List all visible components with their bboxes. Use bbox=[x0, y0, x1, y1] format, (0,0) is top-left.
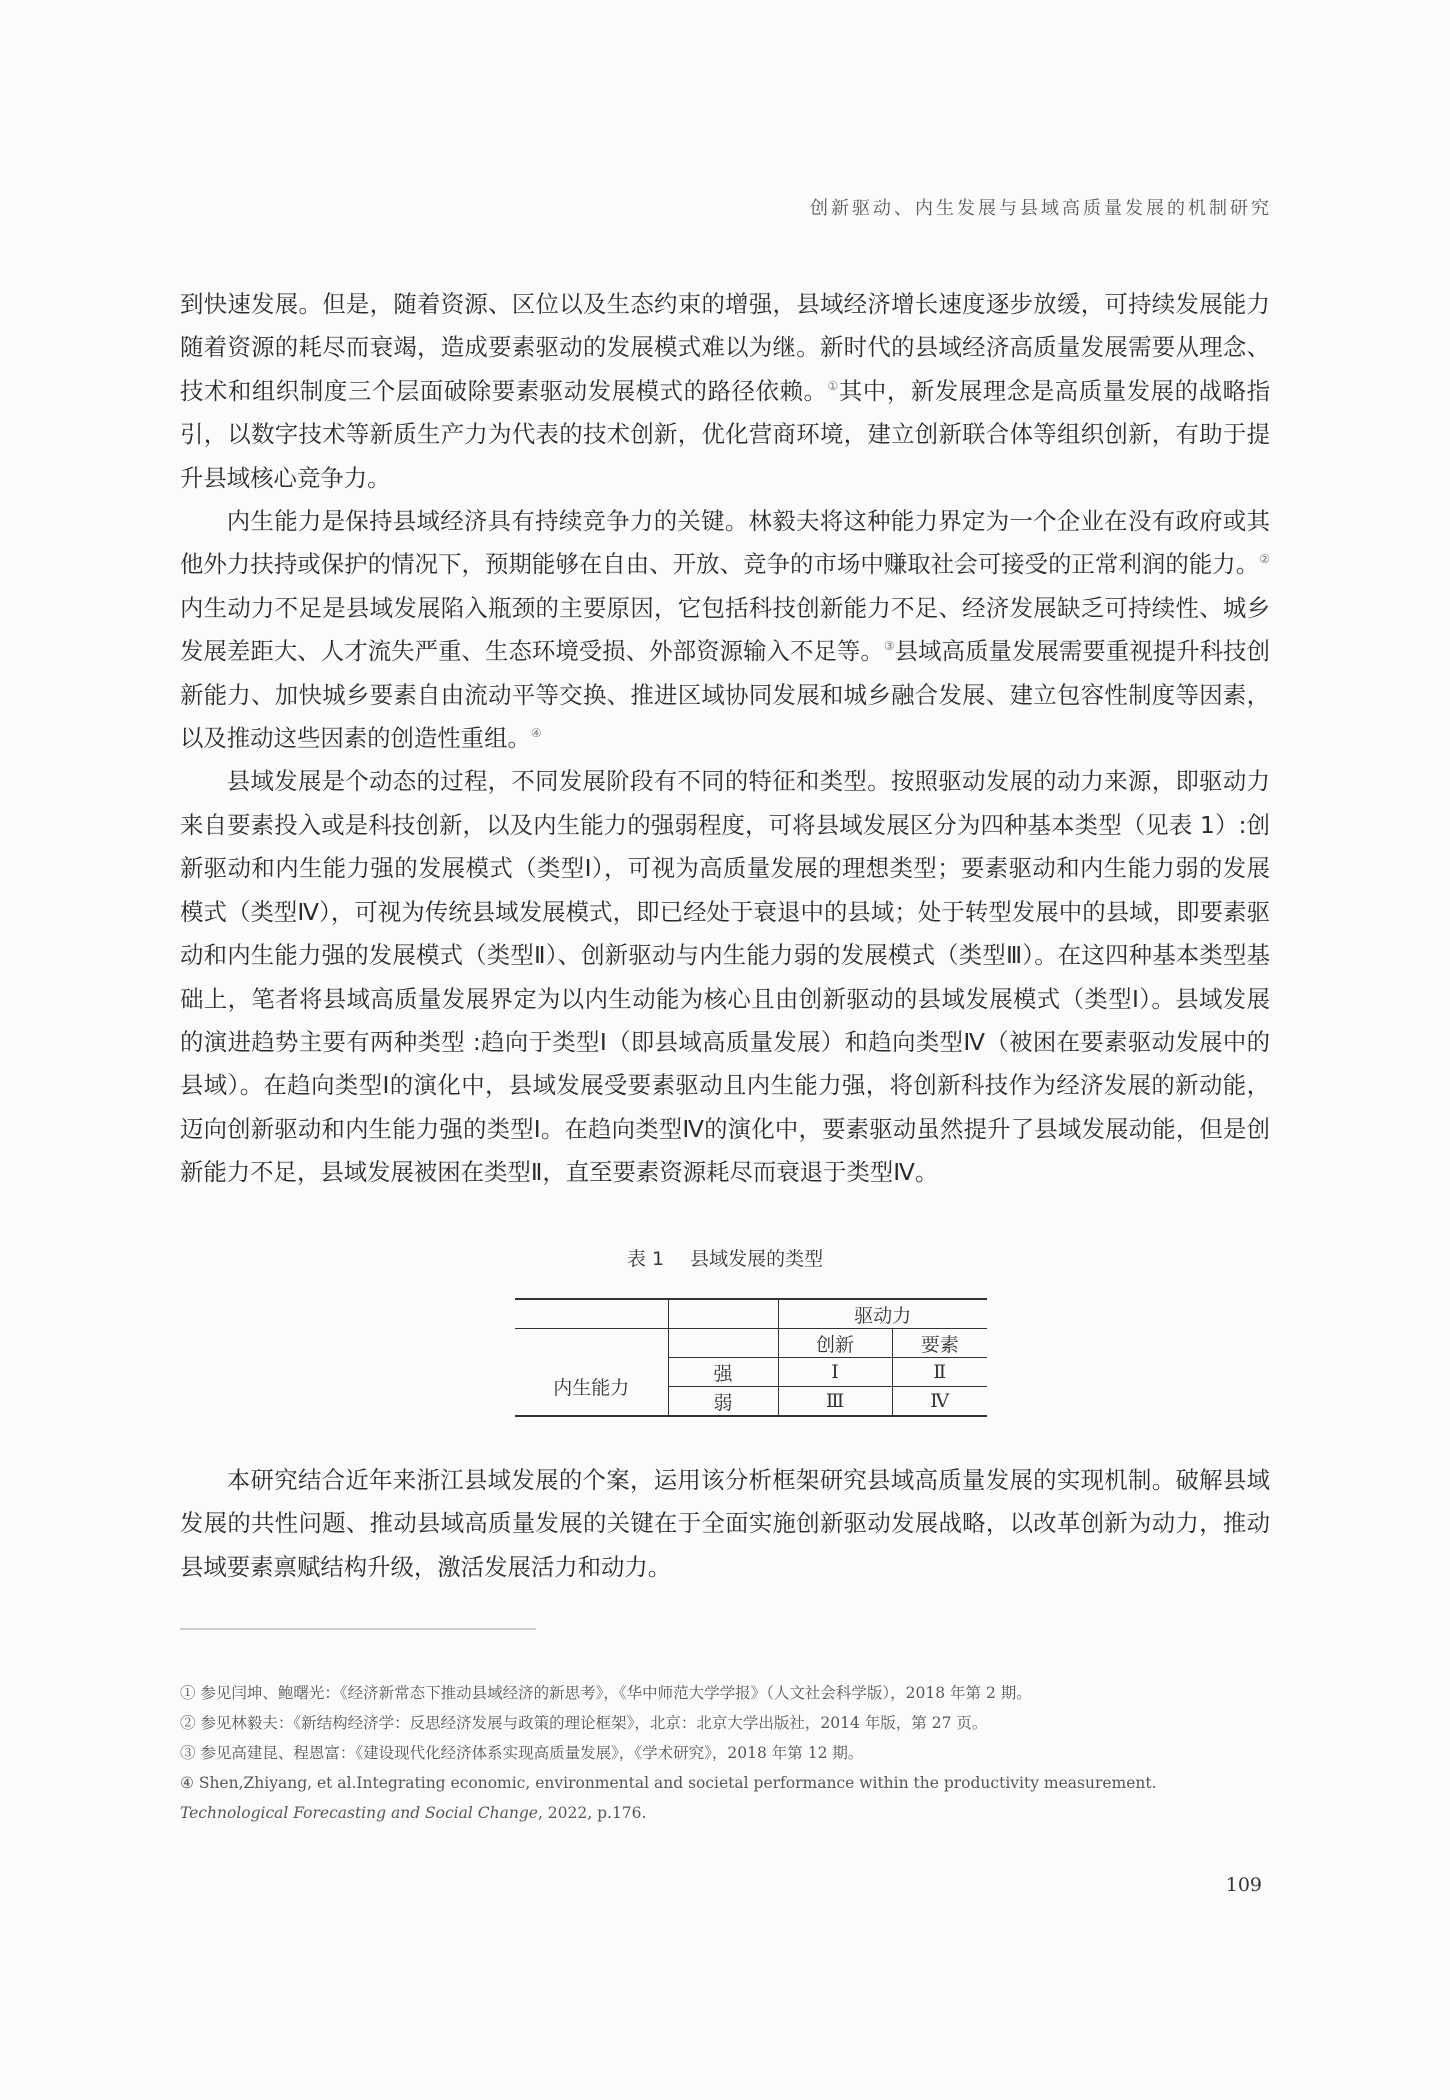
paragraph-text: 内生能力是保持县域经济具有持续竞争力的关键。林毅夫将这种能力界定为一个企业在没有政府或其他外力扶持或保护的情况下，预期能够在自由、开放、竞争的市场中赚取社会可接受的正常利润的能力。 bbox=[180, 507, 1270, 579]
table-corner bbox=[668, 1299, 778, 1329]
cell-type-2: Ⅱ bbox=[892, 1358, 987, 1387]
paragraph-1 bbox=[180, 283, 1270, 500]
closing-text bbox=[180, 1459, 1270, 1589]
footnote-3: ③ 参见高建昆、程恩富：《建设现代化经济体系实现高质量发展》，《学术研究》，2018 年第 12 期。 bbox=[180, 1744, 864, 1762]
table-caption bbox=[0, 1244, 1450, 1271]
col-header-innovation: 创新 bbox=[778, 1329, 892, 1358]
row-header-weak: 弱 bbox=[668, 1387, 778, 1417]
running-head: 创新驱动、内生发展与县域高质量发展的机制研究 bbox=[810, 198, 1272, 219]
footnote-1: ① 参见闫坤、鲍曙光：《经济新常态下推动县域经济的新思考》，《华中师范大学学报》（人文社会科学版），2018 年第 2 期。 bbox=[180, 1684, 1032, 1702]
footnotes bbox=[180, 1678, 1270, 1828]
journal-title: Technological Forecasting and Social Change bbox=[180, 1804, 538, 1822]
paragraph-3: 县域发展是个动态的过程，不同发展阶段有不同的特征和类型。按照驱动发展的动力来源，即驱动力来自要素投入或是科技创新，以及内生能力的强弱程度，可将县域发展区分为四种基本类型（见表 1）:创新驱动和内生能力强的发展模式（类型Ⅰ），可视为高质量发展的理想类型；要素驱动和内生能力弱的发展模式（类型Ⅳ），可视为传统县域发展模式，即已经处于衰退中的县域；处于转型发展中的县域，即要素驱动和内生能力强的发展模式（类型Ⅱ）、创新驱动与内生能力弱的发展模式（类型Ⅲ）。在这四种基本类型基础上，笔者将县域高质量发展界定为以内生动能为核心且由创新驱动的县域发展模式（类型Ⅰ）。县域发展的演进趋势主要有两种类型 :趋向于类型Ⅰ（即县域高质量发展）和趋向类型Ⅳ（被困在要素驱动发展中的县域）。在趋向类型Ⅰ的演化中，县域发展受要素驱动且内生能力强，将创新科技作为经济发展的新动能，迈向创新驱动和内生能力强的类型Ⅰ。在趋向类型Ⅳ的演化中，要素驱动虽然提升了县域发展动能，但是创新能力不足，县域发展被困在类型Ⅱ，直至要素资源耗尽而衰退于类型Ⅳ。 bbox=[180, 767, 1270, 1187]
body-text bbox=[180, 283, 1270, 1195]
journal-citation: , 2022, p.176. bbox=[537, 1804, 647, 1822]
table-corner bbox=[515, 1329, 668, 1358]
col-header-factor: 要素 bbox=[892, 1329, 987, 1358]
paragraph-2 bbox=[180, 500, 1270, 760]
footnote-ref-1[interactable]: ① bbox=[827, 379, 839, 394]
col-group-header: 驱动力 bbox=[778, 1299, 987, 1329]
paragraph-4: 本研究结合近年来浙江县域发展的个案，运用该分析框架研究县域高质量发展的实现机制。破解县域发展的共性问题、推动县域高质量发展的关键在于全面实施创新驱动发展战略，以改革创新为动力，推动县域要素禀赋结构升级，激活发展活力和动力。 bbox=[180, 1466, 1270, 1581]
cell-type-3: Ⅲ bbox=[778, 1387, 892, 1417]
footnote-ref-4[interactable]: ④ bbox=[530, 726, 542, 741]
row-header-strong: 强 bbox=[668, 1358, 778, 1387]
row-group-header: 内生能力 bbox=[515, 1358, 668, 1417]
paragraph-text: 内生动力不足是县域发展陷入瓶颈的主要原因，它包括科技创新能力不足、经济发展缺乏可持续性、城乡发展差距大、人才流失严重、生态环境受损、外部资源输入不足等。 bbox=[180, 593, 1270, 666]
paragraph-text: 其中，新发展理念是高质量发展的战略指引，以数字技术等新质生产力为代表的技术创新，优化营商环境，建立创新联合体等组织创新，有助于提升县域核心竞争力。 bbox=[180, 376, 1271, 492]
table-caption-label: 表 1 bbox=[626, 1248, 665, 1270]
cell-type-4: Ⅳ bbox=[892, 1387, 987, 1417]
cell-type-1: Ⅰ bbox=[778, 1358, 892, 1387]
footnote-divider bbox=[180, 1628, 536, 1630]
footnote-ref-3[interactable]: ③ bbox=[883, 639, 895, 654]
footnote-4-cont bbox=[180, 1798, 1270, 1828]
table-caption-title: 县域发展的类型 bbox=[690, 1248, 824, 1270]
footnote-2: ② 参见林毅夫：《新结构经济学：反思经济发展与政策的理论框架》，北京：北京大学出版社，2014 年版，第 27 页。 bbox=[180, 1714, 988, 1732]
page-number: 109 bbox=[1225, 1874, 1262, 1896]
paragraph-text: 到快速发展。但是，随着资源、区位以及生态约束的增强，县域经济增长速度逐步放缓，可持续发展能力随着资源的耗尽而衰竭，造成要素驱动的发展模式难以为继。新时代的县域经济高质量发展需要从理念、技术和组织制度三个层面破除要素驱动发展模式的路径依赖。 bbox=[180, 290, 1270, 405]
footnote-4: ④ Shen,Zhiyang, et al.Integrating economic, environmental and societal performance within the productivity measurement. bbox=[180, 1774, 1157, 1792]
development-types-table bbox=[515, 1298, 987, 1417]
table-corner bbox=[668, 1329, 778, 1358]
footnote-ref-2[interactable]: ② bbox=[1259, 552, 1270, 567]
table-corner bbox=[515, 1299, 668, 1329]
paragraph-text: 县域高质量发展需要重视提升科技创新能力、加快城乡要素自由流动平等交换、推进区域协同发展和城乡融合发展、建立包容性制度等因素，以及推动这些因素的创造性重组。 bbox=[180, 637, 1271, 753]
